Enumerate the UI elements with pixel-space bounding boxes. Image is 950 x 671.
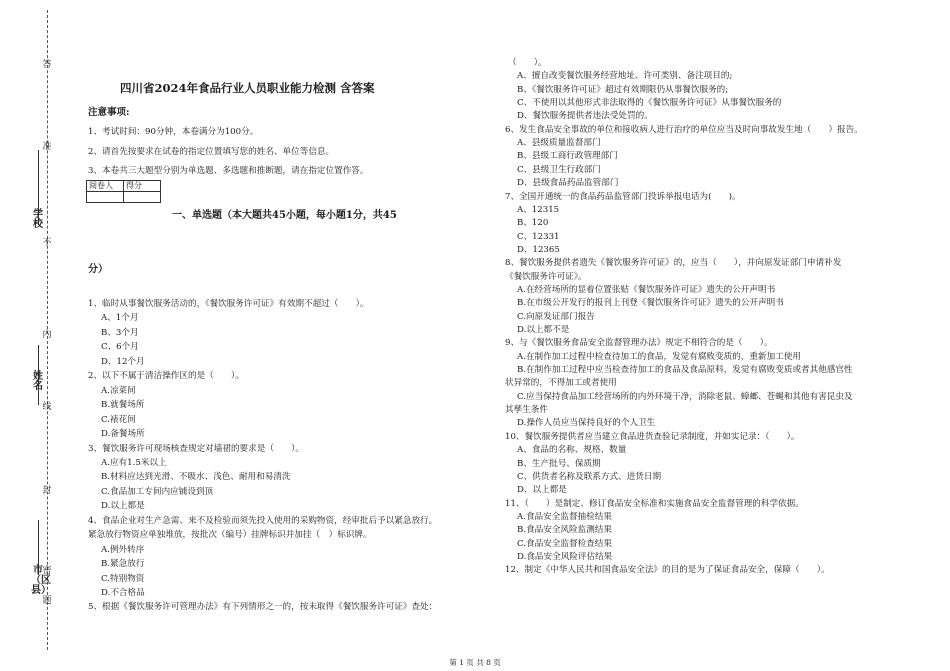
school-label: 学校: [33, 209, 43, 230]
question-line: D、县级食品药品监管部门: [517, 178, 619, 189]
question-line: D、12365: [517, 244, 560, 255]
question-line: A、擅自改变餐饮服务经营地址、许可类别、备注项目的;: [517, 71, 733, 82]
question-line: D.不合格品: [101, 588, 145, 598]
question-line: A、1个月: [101, 313, 139, 324]
question-line: C、供货者名称及联系方式、进货日期: [517, 471, 662, 482]
name-label: 姓名: [33, 371, 43, 392]
question-line: A.应有1.5米以上: [101, 457, 167, 468]
score-table: [86, 180, 161, 203]
section-heading-cont: 分）: [88, 264, 108, 275]
question-line: 状异常的，不得加工或者使用: [505, 378, 617, 389]
question-line: D.以上都不是: [517, 325, 570, 335]
question-line: 其孳生条件: [505, 405, 548, 416]
score-cell[interactable]: [124, 192, 161, 203]
district-label: 市（区县）: [31, 565, 51, 596]
question-stem: 12、制定《中华人民共和国食品安全法》的目的是为了保证食品安全，保障（ ）。: [505, 565, 830, 576]
question-stem: 4、食品企业对生产急需、来不及检验而须先投入使用的采购物资，经审批后予以紧急放行。: [88, 515, 438, 526]
question-line: B.紧急放行: [101, 559, 145, 570]
binding-label: 题: [42, 596, 52, 606]
binding-label: 封: [42, 486, 52, 496]
question-line: B.在制作加工过程中应当检查待加工的食品及食品原料，发觉有腐败变质或者其他感官性: [517, 365, 853, 376]
notice-item: 1、考试时间：90分钟，本卷满分为100分。: [88, 127, 259, 137]
question-stem: 5、根据《餐饮服务许可管理办法》有下列情形之一的，按未取得《餐饮服务许可证》查处：: [88, 602, 438, 613]
question-line: D、餐饮服务提供者违法受处罚的。: [517, 111, 653, 122]
notice-heading: 注意事项:: [88, 107, 130, 118]
question-line: B、生产批号、保质期: [517, 458, 601, 469]
page-footer: 第 1 页 共 8 页: [449, 658, 501, 667]
question-stem: 9、与《餐饮服务食品安全监督管理办法》规定不相符合的是（ ）。: [505, 338, 773, 349]
question-line: D、12个月: [101, 356, 145, 367]
question-line: C.特别物资: [101, 573, 145, 584]
binding-label: 准: [42, 142, 52, 152]
grader-label: 阅卷人: [87, 181, 124, 192]
question-line: C、12331: [517, 231, 560, 242]
grader-cell[interactable]: [87, 192, 124, 203]
question-stem: 11、（ ）是制定、修订食品安全标准和实施食品安全监督管理的科学依据。: [505, 498, 804, 509]
score-label: 得分: [124, 181, 161, 192]
question-stem: 8、餐饮服务提供者遗失《餐饮服务许可证》的，应当（ ），并向原发证部门申请补发: [505, 258, 842, 269]
question-line: B.材料应达到光滑、不吸水、浅色、耐用和易清洗: [101, 472, 291, 483]
question-line: A.例外转序: [101, 544, 145, 555]
question-line: C.向原发证部门报告: [517, 311, 595, 322]
question-line: A.凉菜间: [101, 385, 136, 396]
section-heading: 一、单选题（本大题共45小题，每小题1分，共45: [172, 210, 397, 221]
question-line: B.在市级公开发行的报刊上刊登《餐饮服务许可证》遗失的公开声明书: [517, 298, 784, 309]
question-stem: 10、餐饮服务提供者应当建立食品进货查验记录制度，并如实记录：（ ）。: [505, 431, 800, 442]
question-line: A.食品安全监督抽检结果: [517, 511, 612, 522]
question-stem: 3、餐饮服务许可现场核查规定对墙裙的要求是（ ）。: [88, 443, 305, 454]
question-stem: 2、以下不属于清洁操作区的是（ ）。: [88, 371, 244, 382]
question-line: B.食品安全风险监测结果: [517, 525, 612, 536]
question-line: B、县级工商行政管理部门: [517, 151, 618, 162]
question-line: C.食品安全监督检查结果: [517, 538, 612, 549]
binding-label: 内: [42, 330, 52, 340]
binding-label: 答: [42, 60, 52, 70]
question-line: D.操作人员应当保持良好的个人卫生: [517, 418, 656, 429]
question-line: A、县级质量监督部门: [517, 138, 601, 149]
question-stem: 6、发生食品安全事故的单位和接收病人进行治疗的单位应当及时向事故发生地（ ）报告。: [505, 124, 863, 135]
question-line: 紧急放行物资应单独堆放，按批次（编号）挂牌标识并加挂（ ）标识牌。: [88, 530, 372, 541]
question-stem: 7、全国开通统一的食品药品监管部门投诉举报电话为( )。: [505, 191, 741, 202]
question-line: （ ）。: [508, 58, 547, 68]
notice-item: 3、本卷共三大题型分别为单选题、多选题和推断题，请在指定位置作答。: [88, 166, 369, 176]
question-stem: 1、临时从事餐饮服务活动的，《餐饮服务许可证》有效期不超过（ ）。: [88, 299, 369, 309]
question-line: D、以上都是: [517, 485, 567, 496]
question-line: C.裱花间: [101, 414, 136, 425]
exam-title: 四川省2024年食品行业人员职业能力检测 含答案: [120, 81, 375, 95]
question-line: D.备餐场所: [101, 429, 145, 440]
question-line: A、12315: [517, 204, 560, 215]
question-line: B、《餐饮服务许可证》超过有效期限仍从事餐饮服务的;: [517, 84, 729, 95]
question-line: B、3个月: [101, 327, 139, 338]
question-line: 《餐饮服务许可证》。: [505, 271, 587, 282]
question-line: C、不使用以其他形式非法取得的《餐饮服务许可证》从事餐饮服务的: [517, 98, 782, 109]
binding-label: 线: [42, 402, 52, 412]
question-line: A、食品的名称、规格、数量: [517, 445, 627, 456]
question-line: C、县级卫生行政部门: [517, 164, 601, 175]
question-line: D.食品安全风险评估结果: [517, 551, 613, 562]
question-line: A.在经营场所的显着位置张贴《餐饮服务许可证》遗失的公开声明书: [517, 284, 776, 295]
binding-label: 密: [42, 566, 52, 576]
question-line: C.食品加工专间内应铺设到顶: [101, 486, 214, 497]
binding-label: 不: [42, 238, 52, 248]
question-line: D.以上都是: [101, 501, 145, 512]
question-line: A.在制作加工过程中检查待加工的食品，发觉有腐败变质的，重新加工使用: [517, 351, 801, 362]
question-line: C、6个月: [101, 342, 139, 353]
question-line: B.就餐场所: [101, 400, 145, 411]
question-line: B、120: [517, 218, 549, 229]
question-line: C.应当保持食品加工经营场所的内外环境干净，消除老鼠、蟑螂、苍蝇和其他有害昆虫及: [517, 391, 853, 402]
notice-item: 2、请首先按要求在试卷的指定位置填写您的姓名、单位等信息。: [88, 147, 335, 157]
